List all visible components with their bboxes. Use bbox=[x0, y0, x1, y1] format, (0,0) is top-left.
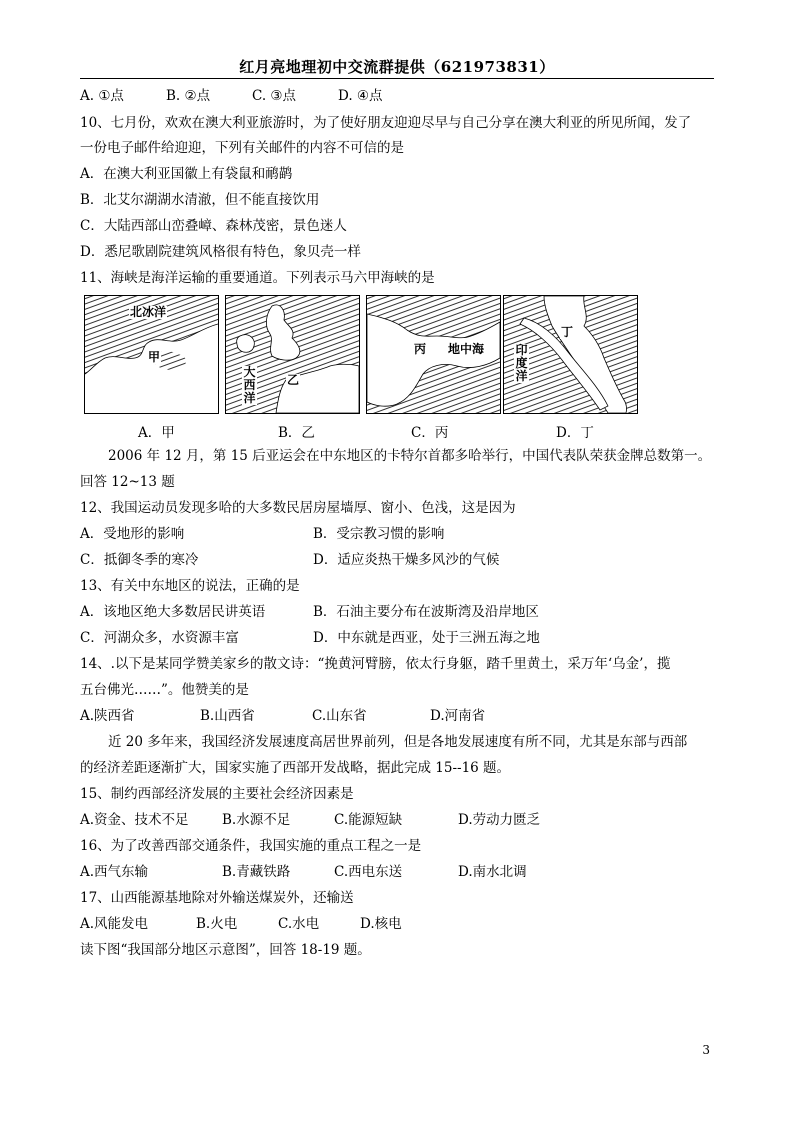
q17-option-c: C.水电 bbox=[278, 916, 320, 932]
page-number: 3 bbox=[702, 1043, 710, 1057]
q13-option-b: B．石油主要分布在波斯湾及沿岸地区 bbox=[313, 604, 539, 620]
intro-12-13-line1: 2006 年 12 月，第 15 后亚运会在中东地区的卡特尔首都多哈举行，中国代表队荣获金牌总数第一。 bbox=[108, 448, 712, 464]
q14-option-b: B.山西省 bbox=[200, 708, 255, 724]
q13-option-a: A．该地区绝大多数居民讲英语 bbox=[80, 604, 266, 620]
map-label-mediterranean: 地中海 bbox=[448, 342, 485, 356]
q16-option-a: A.西气东输 bbox=[80, 864, 149, 880]
map-label-ding: 丁 bbox=[561, 325, 574, 339]
q11-caption-b: B．乙 bbox=[278, 425, 315, 441]
q13-option-d: D．中东就是西亚，处于三洲五海之地 bbox=[313, 630, 540, 646]
q16-option-d: D.南水北调 bbox=[458, 864, 527, 880]
q16-stem: 16、为了改善西部交通条件，我国实施的重点工程之一是 bbox=[80, 838, 422, 854]
q17-options bbox=[80, 915, 402, 933]
q13-stem: 13、有关中东地区的说法，正确的是 bbox=[80, 578, 300, 594]
q14-option-c: C.山东省 bbox=[312, 708, 367, 724]
q12-option-b: B．受宗教习惯的影响 bbox=[313, 526, 445, 542]
map-bing bbox=[366, 295, 501, 414]
q18-intro: 读下图“我国部分地区示意图”，回答 18-19 题。 bbox=[80, 942, 371, 958]
q16-options bbox=[80, 863, 527, 881]
header-rule bbox=[80, 78, 714, 79]
q17-option-d: D.核电 bbox=[360, 916, 402, 932]
intro-12-13-line2: 回答 12~13 题 bbox=[80, 474, 175, 490]
q15-option-c: C.能源短缺 bbox=[334, 812, 403, 828]
map-jia bbox=[84, 295, 219, 414]
map-yi bbox=[225, 295, 360, 414]
q17-stem: 17、山西能源基地除对外输送煤炭外，还输送 bbox=[80, 890, 354, 906]
q14-stem-line1: 14、.以下是某同学赞美家乡的散文诗：“挽黄河臂膀，依太行身躯，踏千里黄土，采万年‘乌金’，揽 bbox=[80, 656, 671, 672]
strait-maps bbox=[84, 295, 714, 413]
q10-option-c: C．大陆西部山峦叠嶂、森林茂密，景色迷人 bbox=[80, 218, 347, 234]
intro-15-16-line2: 的经济差距逐渐扩大，国家实施了西部开发战略，据此完成 15--16 题。 bbox=[80, 760, 511, 776]
map-label-arctic-ocean: 北冰洋 bbox=[130, 305, 167, 319]
q14-option-d: D.河南省 bbox=[430, 708, 486, 724]
q15-options bbox=[80, 811, 540, 829]
map-label-atlantic-ocean: 大西洋 bbox=[243, 365, 256, 405]
q17-option-b: B.火电 bbox=[196, 916, 238, 932]
q9-option-c: C. ③点 bbox=[252, 88, 297, 104]
q12-option-a: A．受地形的影响 bbox=[80, 526, 185, 542]
q10-option-a: A．在澳大利亚国徽上有袋鼠和鸸鹋 bbox=[80, 166, 293, 182]
q15-option-d: D.劳动力匮乏 bbox=[458, 812, 541, 828]
q15-option-b: B.水源不足 bbox=[222, 812, 291, 828]
map-ding bbox=[503, 295, 638, 414]
q9-option-b: B. ②点 bbox=[166, 88, 211, 104]
map-label-yi: 乙 bbox=[287, 373, 300, 387]
q14-option-a: A.陕西省 bbox=[80, 708, 135, 724]
q10-option-d: D．悉尼歌剧院建筑风格很有特色，象贝壳一样 bbox=[80, 244, 361, 260]
page-header: 红月亮地理初中交流群提供（621973831） bbox=[239, 58, 555, 76]
q11-caption-c: C．丙 bbox=[411, 425, 449, 441]
q14-stem-line2: 五台佛光……”。他赞美的是 bbox=[80, 682, 249, 698]
q16-option-c: C.西电东送 bbox=[334, 864, 403, 880]
q12-option-d: D．适应炎热干燥多风沙的气候 bbox=[313, 552, 500, 568]
q13-option-c: C．河湖众多，水资源丰富 bbox=[80, 630, 239, 646]
intro-15-16-line1: 近 20 多年来，我国经济发展速度高居世界前列，但是各地发展速度有所不同，尤其是东部与西部 bbox=[108, 734, 688, 750]
q10-option-b: B．北艾尔湖湖水清澈，但不能直接饮用 bbox=[80, 192, 320, 208]
map-label-jia: 甲 bbox=[148, 350, 161, 364]
q10-stem-line2: 一份电子邮件给迎迎，下列有关邮件的内容不可信的是 bbox=[80, 140, 404, 156]
q12-stem: 12、我国运动员发现多哈的大多数民居房屋墙厚、窗小、色浅，这是因为 bbox=[80, 500, 516, 516]
q9-options bbox=[80, 87, 383, 105]
q10-stem-line1: 10、七月份，欢欢在澳大利亚旅游时，为了使好朋友迎迎尽早与自己分享在澳大利亚的所见所闻，发了 bbox=[80, 115, 692, 131]
q15-option-a: A.资金、技术不足 bbox=[80, 812, 189, 828]
q11-caption-a: A．甲 bbox=[138, 425, 175, 441]
q11-stem: 11、海峡是海洋运输的重要通道。下列表示马六甲海峡的是 bbox=[80, 270, 435, 286]
q17-option-a: A.风能发电 bbox=[80, 916, 149, 932]
q12-option-c: C．抵御冬季的寒冷 bbox=[80, 552, 199, 568]
q15-stem: 15、制约西部经济发展的主要社会经济因素是 bbox=[80, 786, 354, 802]
map-label-bing: 丙 bbox=[414, 342, 427, 356]
q9-option-d: D. ④点 bbox=[338, 88, 383, 104]
q9-option-a: A. ①点 bbox=[80, 88, 124, 104]
q16-option-b: B.青藏铁路 bbox=[222, 864, 291, 880]
map-label-indian-ocean: 印度洋 bbox=[515, 343, 528, 383]
q14-options bbox=[80, 707, 485, 725]
q11-caption-d: D．丁 bbox=[556, 425, 594, 441]
